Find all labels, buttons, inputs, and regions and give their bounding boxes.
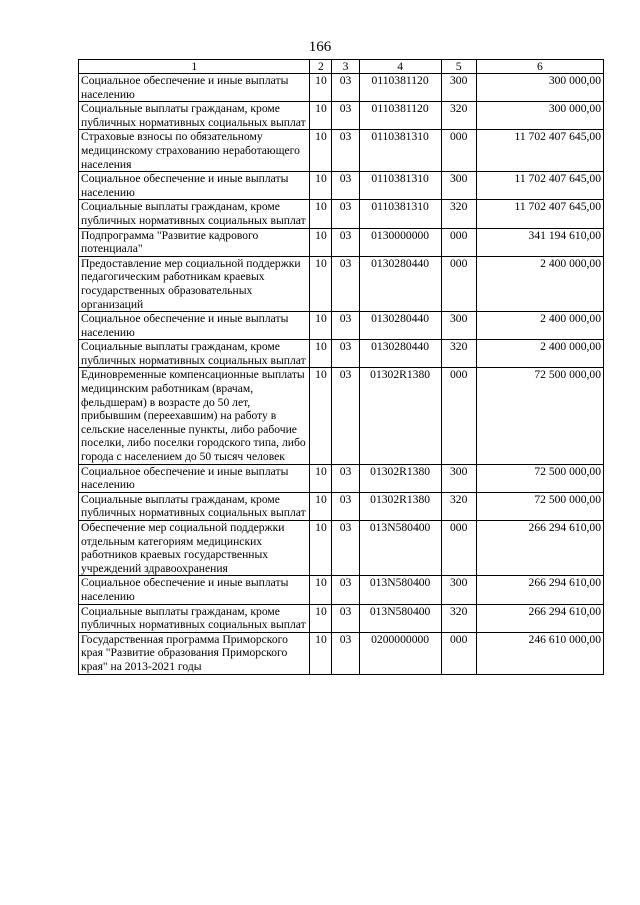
item-name: Социальное обеспечение и иные выплаты населению xyxy=(79,172,310,200)
expense-type-code: 320 xyxy=(441,340,476,368)
table-row xyxy=(79,521,604,576)
amount: 341 194 610,00 xyxy=(476,228,603,256)
section-code: 10 xyxy=(310,228,332,256)
expense-type-code: 300 xyxy=(441,576,476,604)
table-row xyxy=(79,368,604,464)
table-row xyxy=(79,130,604,172)
column-header: 3 xyxy=(332,60,359,74)
expense-type-code: 000 xyxy=(441,256,476,311)
target-article-code: 013N580400 xyxy=(359,576,441,604)
item-name: Социальное обеспечение и иные выплаты населению xyxy=(79,464,310,492)
amount: 11 702 407 645,00 xyxy=(476,200,603,228)
subsection-code: 03 xyxy=(332,130,359,172)
amount: 246 610 000,00 xyxy=(476,632,603,674)
expense-type-code: 300 xyxy=(441,464,476,492)
expense-type-code: 000 xyxy=(441,521,476,576)
item-name: Социальные выплаты гражданам, кроме публичных нормативных социальных выплат xyxy=(79,200,310,228)
amount: 2 400 000,00 xyxy=(476,340,603,368)
table-row xyxy=(79,312,604,340)
subsection-code: 03 xyxy=(332,604,359,632)
subsection-code: 03 xyxy=(332,172,359,200)
section-code: 10 xyxy=(310,604,332,632)
subsection-code: 03 xyxy=(332,340,359,368)
item-name: Социальное обеспечение и иные выплаты населению xyxy=(79,74,310,102)
item-name: Государственная программа Приморского края "Развитие образования Приморского края" на 2013-2021 годы xyxy=(79,632,310,674)
subsection-code: 03 xyxy=(332,102,359,130)
expense-type-code: 320 xyxy=(441,492,476,520)
section-code: 10 xyxy=(310,464,332,492)
expense-type-code: 300 xyxy=(441,74,476,102)
amount: 11 702 407 645,00 xyxy=(476,130,603,172)
target-article-code: 0200000000 xyxy=(359,632,441,674)
subsection-code: 03 xyxy=(332,464,359,492)
subsection-code: 03 xyxy=(332,74,359,102)
expense-type-code: 000 xyxy=(441,368,476,464)
target-article-code: 0110381120 xyxy=(359,74,441,102)
subsection-code: 03 xyxy=(332,576,359,604)
table-row xyxy=(79,576,604,604)
item-name: Страховые взносы по обязательному медицинскому страхованию неработающего населения xyxy=(79,130,310,172)
subsection-code: 03 xyxy=(332,200,359,228)
amount: 2 400 000,00 xyxy=(476,312,603,340)
section-code: 10 xyxy=(310,200,332,228)
target-article-code: 0130280440 xyxy=(359,256,441,311)
table-row xyxy=(79,604,604,632)
table-row xyxy=(79,172,604,200)
expense-type-code: 000 xyxy=(441,130,476,172)
header-row xyxy=(79,60,604,74)
subsection-code: 03 xyxy=(332,521,359,576)
target-article-code: 0110381310 xyxy=(359,172,441,200)
column-header: 4 xyxy=(359,60,441,74)
target-article-code: 0130280440 xyxy=(359,340,441,368)
target-article-code: 0110381310 xyxy=(359,130,441,172)
column-header: 5 xyxy=(441,60,476,74)
expense-type-code: 320 xyxy=(441,200,476,228)
target-article-code: 01302R1380 xyxy=(359,368,441,464)
item-name: Предоставление мер социальной поддержки педагогическим работникам краевых государственных образовательных организаций xyxy=(79,256,310,311)
item-name: Социальные выплаты гражданам, кроме публичных нормативных социальных выплат xyxy=(79,492,310,520)
table-row xyxy=(79,492,604,520)
section-code: 10 xyxy=(310,256,332,311)
column-header: 6 xyxy=(476,60,603,74)
item-name: Единовременные компенсационные выплаты медицинским работникам (врачам, фельдшерам) в возрасте до 50 лет, прибывшим (переехавшим) на работу в сельские населенные пункты, либо рабочие поселки, либо поселки городского типа, либо города с населением до 50 тысяч человек xyxy=(79,368,310,464)
budget-table xyxy=(78,59,604,675)
section-code: 10 xyxy=(310,368,332,464)
amount: 11 702 407 645,00 xyxy=(476,172,603,200)
subsection-code: 03 xyxy=(332,368,359,464)
item-name: Социальные выплаты гражданам, кроме публичных нормативных социальных выплат xyxy=(79,340,310,368)
section-code: 10 xyxy=(310,172,332,200)
expense-type-code: 320 xyxy=(441,604,476,632)
item-name: Социальное обеспечение и иные выплаты населению xyxy=(79,576,310,604)
target-article-code: 01302R1380 xyxy=(359,492,441,520)
target-article-code: 013N580400 xyxy=(359,604,441,632)
amount: 300 000,00 xyxy=(476,102,603,130)
amount: 72 500 000,00 xyxy=(476,464,603,492)
target-article-code: 013N580400 xyxy=(359,521,441,576)
expense-type-code: 000 xyxy=(441,632,476,674)
table-row xyxy=(79,74,604,102)
item-name: Обеспечение мер социальной поддержки отдельным категориям медицинских работников краевых государственных учреждений здравоохранения xyxy=(79,521,310,576)
target-article-code: 0130280440 xyxy=(359,312,441,340)
subsection-code: 03 xyxy=(332,312,359,340)
amount: 2 400 000,00 xyxy=(476,256,603,311)
table-row xyxy=(79,464,604,492)
amount: 266 294 610,00 xyxy=(476,521,603,576)
table-row xyxy=(79,340,604,368)
section-code: 10 xyxy=(310,576,332,604)
subsection-code: 03 xyxy=(332,632,359,674)
item-name: Социальные выплаты гражданам, кроме публичных нормативных социальных выплат xyxy=(79,102,310,130)
item-name: Социальное обеспечение и иные выплаты населению xyxy=(79,312,310,340)
amount: 300 000,00 xyxy=(476,74,603,102)
target-article-code: 0110381120 xyxy=(359,102,441,130)
amount: 266 294 610,00 xyxy=(476,576,603,604)
section-code: 10 xyxy=(310,521,332,576)
item-name: Подпрограмма "Развитие кадрового потенциала" xyxy=(79,228,310,256)
amount: 72 500 000,00 xyxy=(476,492,603,520)
amount: 266 294 610,00 xyxy=(476,604,603,632)
target-article-code: 0110381310 xyxy=(359,200,441,228)
section-code: 10 xyxy=(310,340,332,368)
expense-type-code: 000 xyxy=(441,228,476,256)
section-code: 10 xyxy=(310,312,332,340)
item-name: Социальные выплаты гражданам, кроме публичных нормативных социальных выплат xyxy=(79,604,310,632)
amount: 72 500 000,00 xyxy=(476,368,603,464)
table-row xyxy=(79,102,604,130)
subsection-code: 03 xyxy=(332,492,359,520)
page-number: 166 xyxy=(308,39,332,55)
target-article-code: 0130000000 xyxy=(359,228,441,256)
section-code: 10 xyxy=(310,102,332,130)
column-header: 1 xyxy=(79,60,310,74)
table-row xyxy=(79,200,604,228)
subsection-code: 03 xyxy=(332,228,359,256)
subsection-code: 03 xyxy=(332,256,359,311)
section-code: 10 xyxy=(310,632,332,674)
expense-type-code: 300 xyxy=(441,312,476,340)
target-article-code: 01302R1380 xyxy=(359,464,441,492)
table-row xyxy=(79,632,604,674)
column-header: 2 xyxy=(310,60,332,74)
expense-type-code: 300 xyxy=(441,172,476,200)
section-code: 10 xyxy=(310,74,332,102)
table-row xyxy=(79,256,604,311)
expense-type-code: 320 xyxy=(441,102,476,130)
section-code: 10 xyxy=(310,492,332,520)
section-code: 10 xyxy=(310,130,332,172)
table-row xyxy=(79,228,604,256)
